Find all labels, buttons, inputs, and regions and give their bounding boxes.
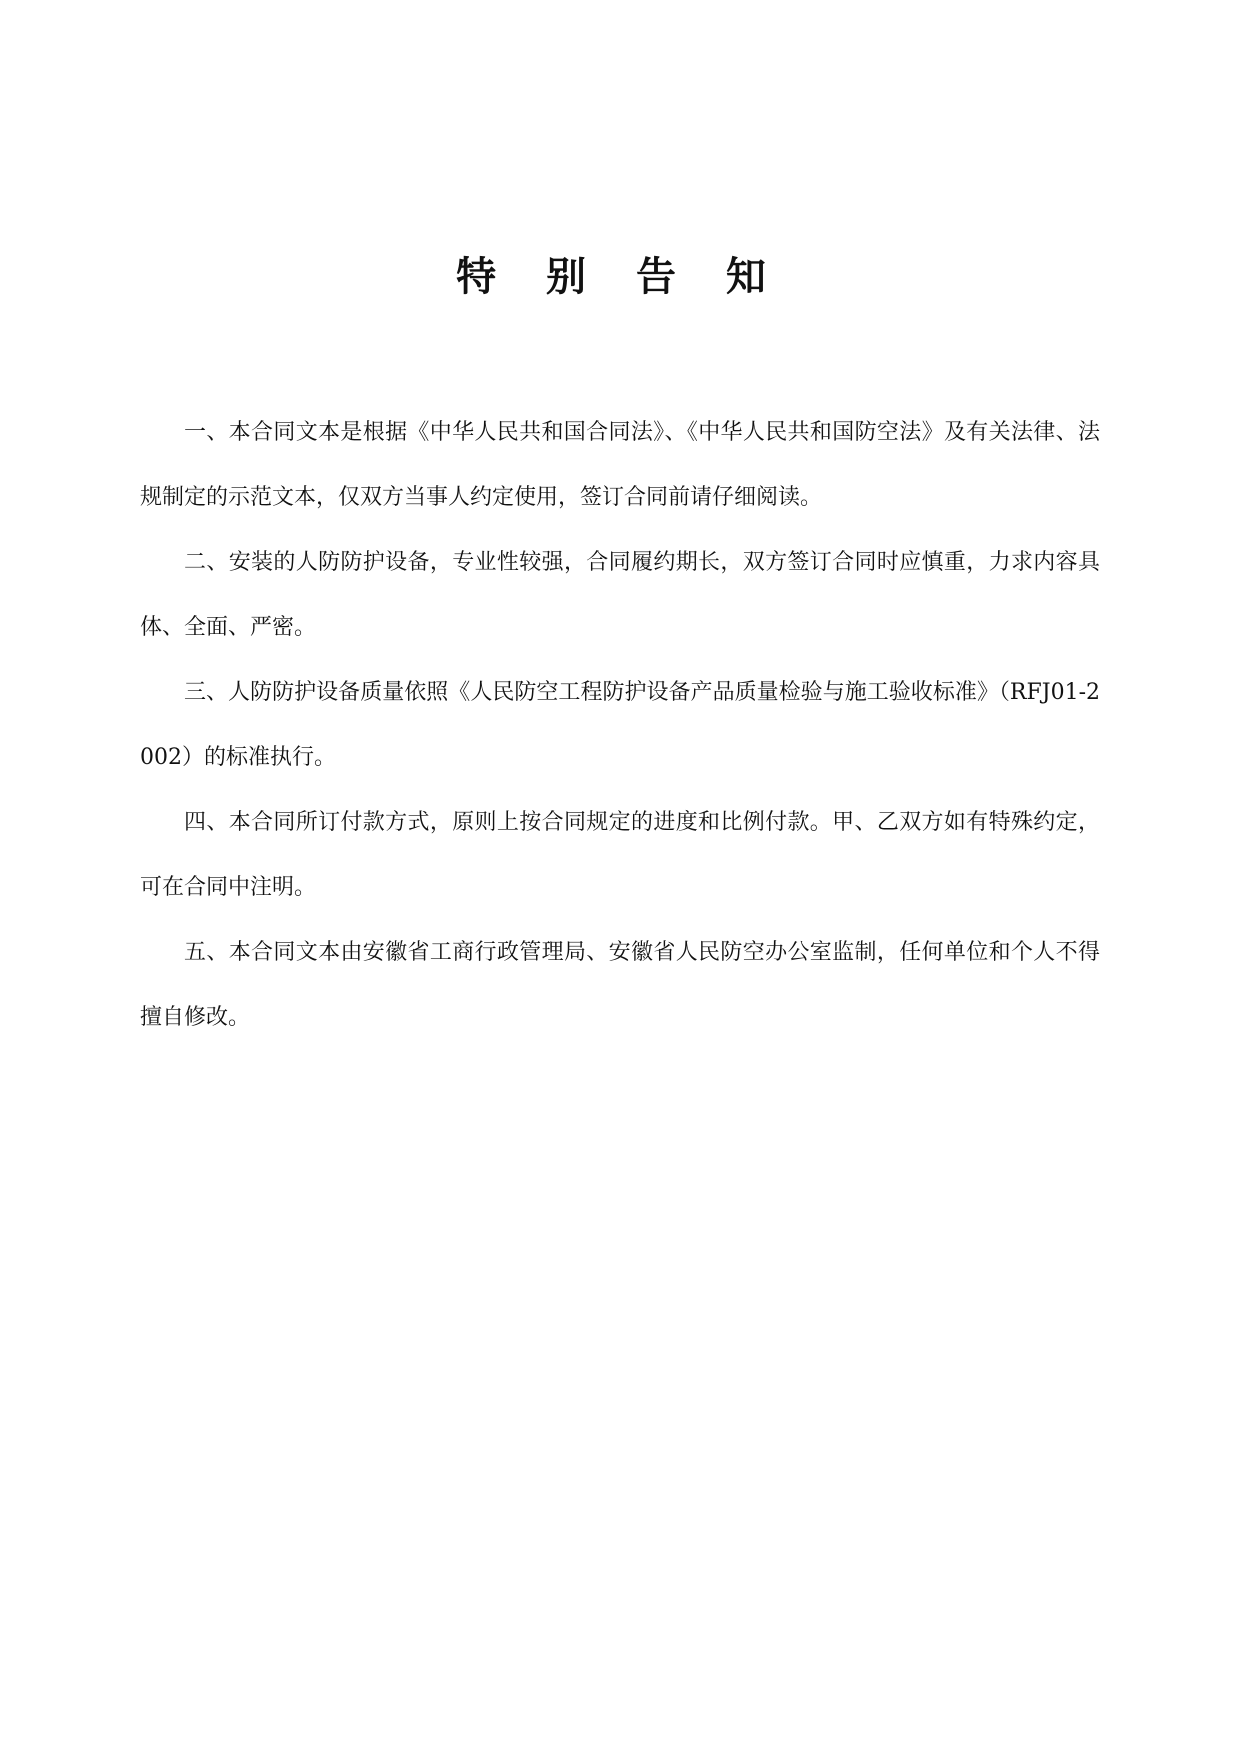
notice-item-2: 二、安装的人防防护设备，专业性较强，合同履约期长，双方签订合同时应慎重，力求内容具体、全面、严密。 — [140, 550, 1100, 640]
notice-item-4: 四、本合同所订付款方式，原则上按合同规定的进度和比例付款。甲、乙双方如有特殊约定，可在合同中注明。 — [140, 810, 1100, 900]
notice-item-3: 三、人防防护设备质量依照《人民防空工程防护设备产品质量检验与施工验收标准》（RFJ01-2002）的标准执行。 — [140, 680, 1100, 770]
notice-item-1: 一、本合同文本是根据《中华人民共和国合同法》、《中华人民共和国防空法》及有关法律、法规制定的示范文本，仅双方当事人约定使用，签订合同前请仔细阅读。 — [140, 420, 1100, 510]
page-title: 特 别 告 知 — [456, 253, 784, 300]
notice-body — [140, 400, 1100, 1050]
notice-item-5: 五、本合同文本由安徽省工商行政管理局、安徽省人民防空办公室监制，任何单位和个人不得擅自修改。 — [140, 940, 1100, 1030]
